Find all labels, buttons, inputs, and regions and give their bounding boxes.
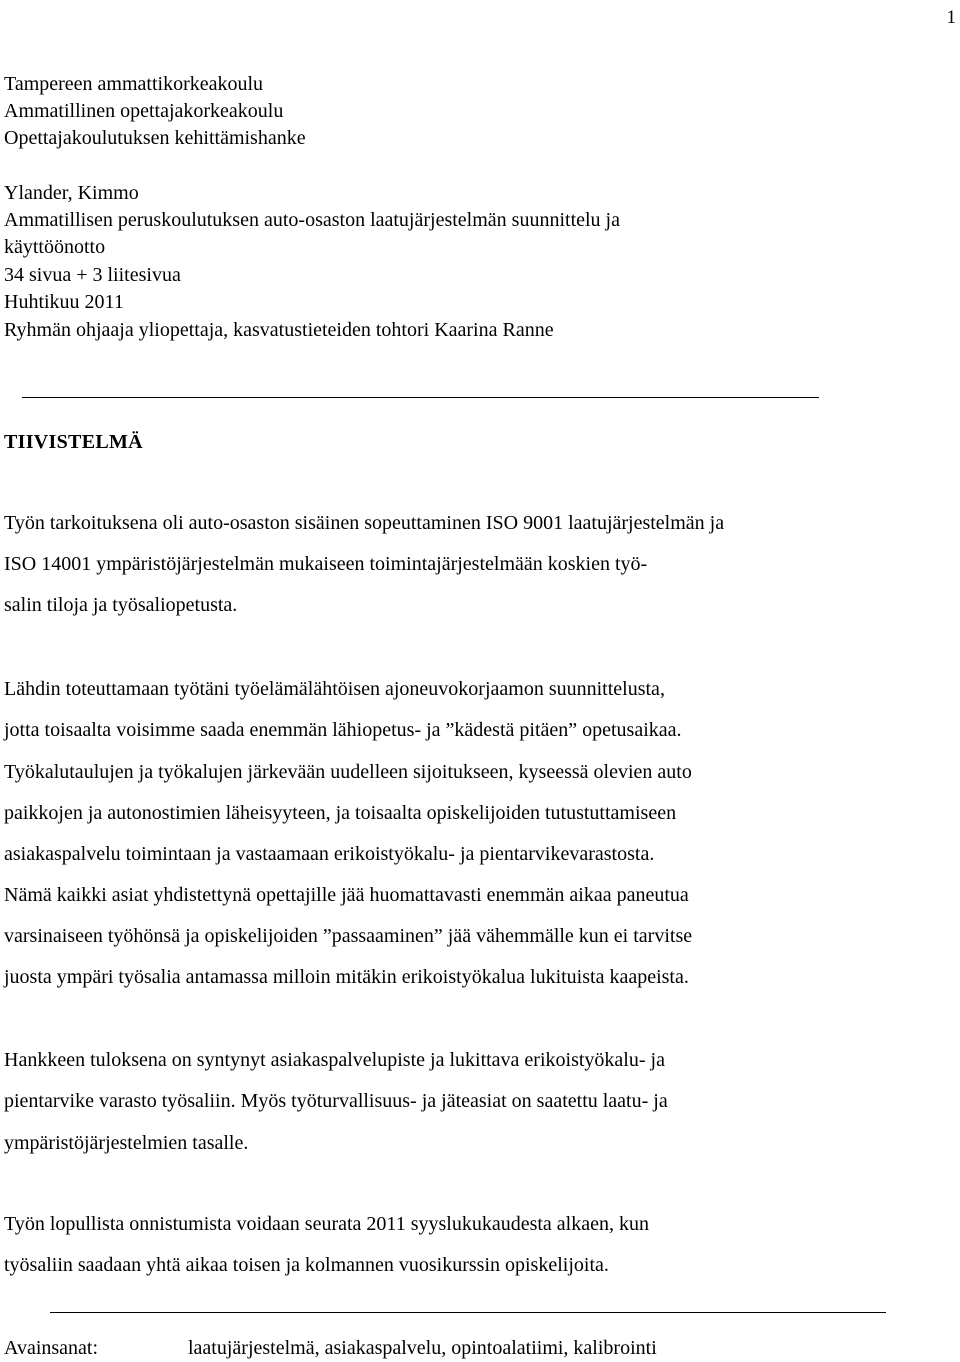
page-count: 34 sivua + 3 liitesivua <box>4 264 181 286</box>
keywords-label: Avainsanat: <box>4 1337 99 1359</box>
page-number: 1 <box>946 7 956 28</box>
paragraph-1-line: Työn tarkoituksena oli auto-osaston sisäinen sopeuttaminen ISO 9001 laatujärjestelmän ja <box>4 512 725 534</box>
paragraph-2-line: jotta toisaalta voisimme saada enemmän lähiopetus- ja ”kädestä pitäen” opetusaikaa. <box>4 719 682 741</box>
paragraph-4-line: työsaliin saadaan yhtä aikaa toisen ja kolmannen vuosikurssin opiskelijoita. <box>4 1254 609 1276</box>
paragraph-2-line: Työkalutaulujen ja työkalujen järkevään uudelleen sijoitukseen, kyseessä olevien auto <box>4 761 692 783</box>
thesis-title-line-1: Ammatillisen peruskoulutuksen auto-osaston laatujärjestelmän suunnittelu ja <box>4 209 620 231</box>
paragraph-2-line: asiakaspalvelu toimintaan ja vastaamaan erikoistyökalu- ja pientarvikevarastosta. <box>4 843 655 865</box>
institution-name: Tampereen ammattikorkeakoulu <box>4 73 264 95</box>
paragraph-1-line: salin tiloja ja työsaliopetusta. <box>4 594 238 616</box>
paragraph-2-line: juosta ympäri työsalia antamassa milloin mitäkin erikoistyökalua lukituista kaapeista. <box>4 966 689 988</box>
section-divider <box>22 397 819 398</box>
paragraph-2-line: varsinaiseen työhönsä ja opiskelijoiden ”passaaminen” jää vähemmälle kun ei tarvitse <box>4 925 693 947</box>
keywords-divider <box>50 1312 886 1313</box>
date: Huhtikuu 2011 <box>4 291 124 313</box>
paragraph-3-line: Hankkeen tuloksena on syntynyt asiakaspalvelupiste ja lukittava erikoistyökalu- ja <box>4 1049 665 1071</box>
paragraph-2-line: Lähdin toteuttamaan työtäni työelämälähtöisen ajoneuvokorjaamon suunnittelusta, <box>4 678 665 700</box>
paragraph-3-line: ympäristöjärjestelmien tasalle. <box>4 1132 249 1154</box>
paragraph-4-line: Työn lopullista onnistumista voidaan seurata 2011 syyslukukaudesta alkaen, kun <box>4 1213 649 1235</box>
abstract-heading: TIIVISTELMÄ <box>4 431 143 453</box>
paragraph-2-line: paikkojen ja autonostimien läheisyyteen, ja toisaalta opiskelijoiden tutustuttamiseen <box>4 802 677 824</box>
paragraph-2-line: Nämä kaikki asiat yhdistettynä opettajille jää huomattavasti enemmän aikaa paneutua <box>4 884 689 906</box>
project-type: Opettajakoulutuksen kehittämishanke <box>4 127 306 149</box>
author-name: Ylander, Kimmo <box>4 182 139 204</box>
keywords-value: laatujärjestelmä, asiakaspalvelu, opintoalatiimi, kalibrointi <box>188 1337 657 1359</box>
institution-unit: Ammatillinen opettajakorkeakoulu <box>4 100 284 122</box>
paragraph-3-line: pientarvike varasto työsaliin. Myös työturvallisuus- ja jäteasiat on saatettu laatu- ja <box>4 1090 668 1112</box>
paragraph-1-line: ISO 14001 ympäristöjärjestelmän mukaiseen toimintajärjestelmään koskien työ- <box>4 553 648 575</box>
supervisor: Ryhmän ohjaaja yliopettaja, kasvatustieteiden tohtori Kaarina Ranne <box>4 319 554 341</box>
thesis-title-line-2: käyttöönotto <box>4 236 106 258</box>
